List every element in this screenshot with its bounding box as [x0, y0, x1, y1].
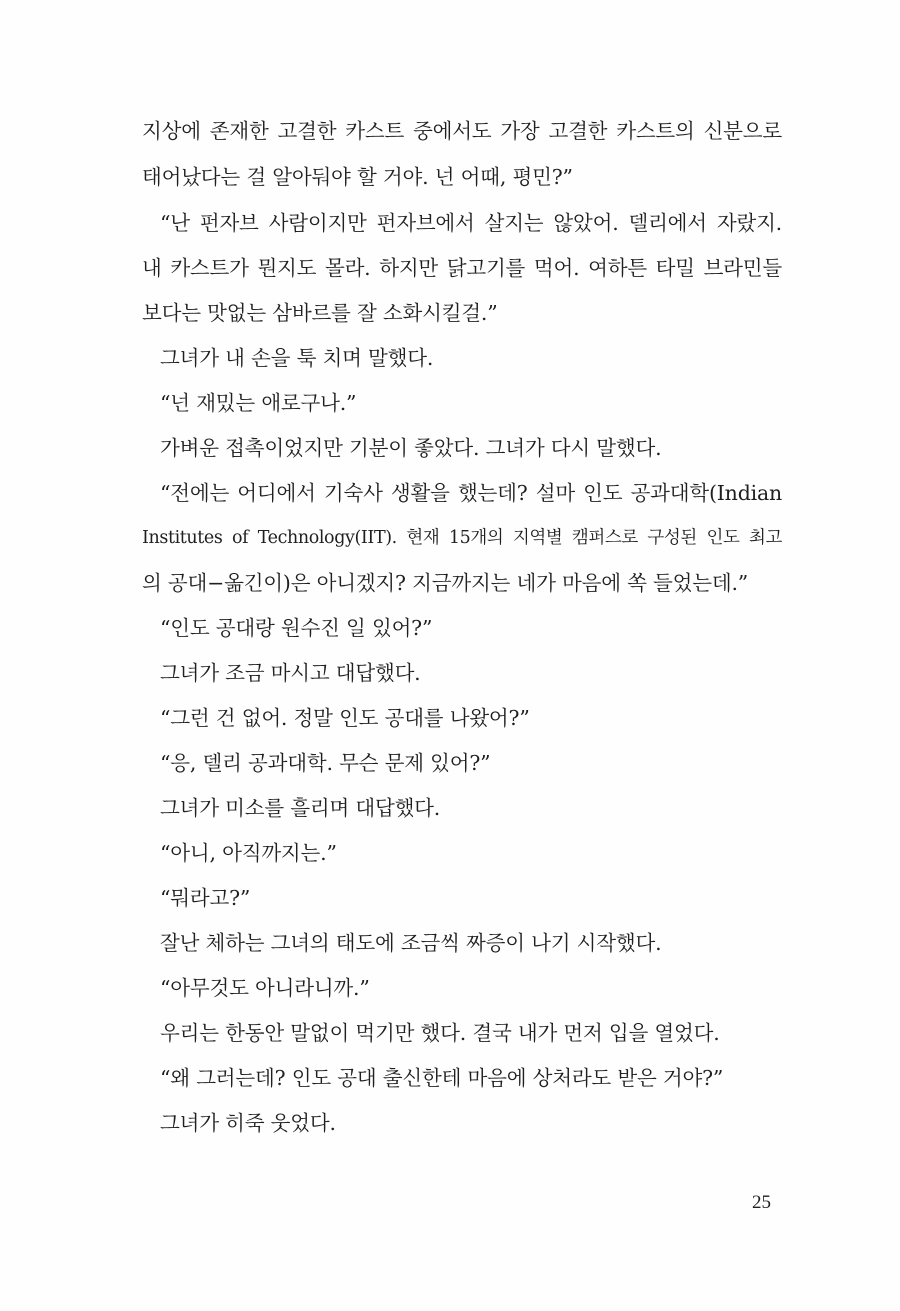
- text-line: “그런 건 없어. 정말 인도 공대를 나왔어?”: [160, 706, 530, 730]
- text-line: 내 카스트가 뭔지도 몰라. 하지만 닭고기를 먹어. 여하튼 타밀 브라민들: [142, 256, 782, 280]
- text-line: “전에는 어디에서 기숙사 생활을 했는데? 설마 인도 공과대학(Indian: [160, 481, 782, 505]
- text-line: 그녀가 조금 마시고 대답했다.: [160, 661, 421, 685]
- text-line: 그녀가 미소를 흘리며 대답했다.: [160, 796, 441, 820]
- text-line: 잘난 체하는 그녀의 태도에 조금씩 짜증이 나기 시작했다.: [160, 931, 662, 955]
- text-line: “아니, 아직까지는.”: [160, 841, 337, 865]
- text-line: Institutes of Technology(IIT). 현재 15개의 지역별 캠퍼스로 구성된 인도 최고: [142, 528, 782, 548]
- text-line: “난 펀자브 사람이지만 펀자브에서 살지는 않았어. 델리에서 자랐지.: [160, 211, 782, 235]
- text-line: “넌 재밌는 애로구나.”: [160, 391, 357, 415]
- text-line: “아무것도 아니라니까.”: [160, 976, 370, 1000]
- text-line: 지상에 존재한 고결한 카스트 중에서도 가장 고결한 카스트의 신분으로: [142, 119, 782, 143]
- page-number: 25: [752, 1192, 771, 1213]
- text-line: “응, 델리 공과대학. 무슨 문제 있어?”: [160, 751, 491, 775]
- text-line: 그녀가 내 손을 툭 치며 말했다.: [160, 346, 434, 370]
- text-line: 그녀가 히죽 웃었다.: [160, 1111, 336, 1135]
- text-line: “왜 그러는데? 인도 공대 출신한테 마음에 상처라도 받은 거야?”: [160, 1066, 724, 1090]
- text-line: “뭐라고?”: [160, 886, 251, 910]
- text-line: 우리는 한동안 말없이 먹기만 했다. 결국 내가 먼저 입을 열었다.: [160, 1021, 720, 1045]
- text-line: 가벼운 접촉이었지만 기분이 좋았다. 그녀가 다시 말했다.: [160, 436, 662, 460]
- text-line: 보다는 맛없는 삼바르를 잘 소화시킬걸.”: [142, 301, 498, 325]
- text-line: “인도 공대랑 원수진 일 있어?”: [160, 616, 433, 640]
- text-line: 의 공대−옮긴이)은 아니겠지? 지금까지는 네가 마음에 쏙 들었는데.”: [142, 571, 749, 595]
- text-line: 태어났다는 걸 알아둬야 할 거야. 넌 어때, 평민?”: [142, 165, 573, 189]
